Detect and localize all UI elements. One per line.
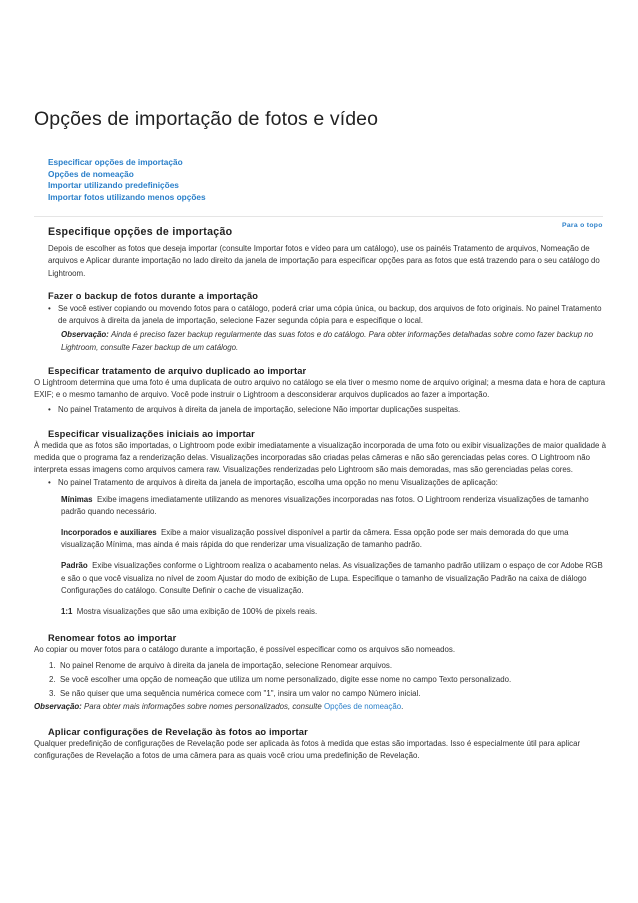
backup-list — [34, 303, 606, 327]
preview-option-embedded: Incorporados e auxiliares Exibe a maior visualização possível disponível a partir da câmera. Essa opção pode ser mais demorada do que uma visualização Mínima, mas ainda é mais rápida do que renderizar uma visualização de tamanho padrão. — [61, 528, 569, 550]
back-to-top-link[interactable]: Para o topo — [562, 222, 603, 229]
preview-option-minimal: Mínimas Exibe imagens imediatamente utilizando as menores visualizações incorporadas nas fotos. O Lightroom renderiza visualizações de tamanho padrão quando necessário. — [61, 494, 589, 516]
toc-link-import-options[interactable]: Especificar opções de importação — [48, 157, 183, 167]
list-item: • Se você estiver copiando ou movendo fotos para o catálogo, poderá criar uma cópia única, ou backup, dos arquivos de foto originais. No painel Tratamento de arquivos à direita da janela de importação, selecione Fazer segunda cópia para e especifique o local. — [34, 303, 606, 327]
list-item: 3. Se não quiser que uma sequência numérica comece com "1", insira um valor no campo Número inicial. — [49, 689, 421, 699]
rename-heading: Renomear fotos ao importar — [48, 633, 177, 644]
backup-note — [34, 329, 606, 353]
toc-link-naming-options[interactable]: Opções de nomeação — [48, 168, 134, 179]
rename-note: Observação: Para obter mais informações sobre nomes personalizados, consulte Opções de nomeação. — [34, 702, 404, 712]
page-title: Opções de importação de fotos e vídeo — [34, 108, 379, 130]
list-item: 1. No painel Renome de arquivo à direita da janela de importação, selecione Renomear arquivos. — [49, 660, 393, 670]
table-of-contents — [48, 157, 206, 203]
toc-link-fewer-options[interactable]: Importar fotos utilizando menos opções — [48, 191, 206, 202]
list-item: • No painel Tratamento de arquivos à direita da janela de importação, selecione Não importar duplicações suspeitas. — [34, 404, 606, 416]
note-label: Observação: — [61, 330, 109, 340]
toc-link-presets[interactable]: Importar utilizando predefinições — [48, 180, 179, 191]
intro-paragraph: Depois de escolher as fotos que deseja importar (consulte Importar fotos e vídeo para um catálogo), use os painéis Tratamento de arquivos, Nomeação de arquivos e Aplicar durante importação no lado direito da janela de importação para especificar opções para as fotos que está trazendo para o seu catálogo do Lightroom. — [48, 244, 600, 278]
section-divider — [34, 216, 603, 217]
preview-option-standard: Padrão Exibe visualizações conforme o Lightroom realiza o acabamento nelas. As visualizações de tamanho padrão utilizam o espaço de cor Adobe RGB e são o que você visualiza no nível de zoom Ajustar do modo de exibição de Lupa. Especifique o tamanho de visualização Padrão na caixa de diálogo Configurações do catálogo. Consulte Definir o cache de visualização. — [61, 561, 603, 595]
duplicate-paragraph: O Lightroom determina que uma foto é uma duplicata de outro arquivo no catálogo se ela tiver o mesmo nome de arquivo original; a mesma data e hora de captura EXIF; e o mesmo tamanho de arquivo. Você pode instruir o Lightroom a desconsiderar arquivos duplicados ao fazer a importação. — [34, 378, 606, 400]
develop-paragraph: Qualquer predefinição de configurações de Revelação pode ser aplicada às fotos à medida que estas são importadas. Isso é especialmente útil para aplicar configurações de Revelação a fotos de uma câmera para as quais você criou uma predefinição de Revelação. — [34, 738, 581, 760]
list-item: 2. Se você escolher uma opção de nomeação que utiliza um nome personalizado, digite esse nome no campo Texto personalizado. — [49, 674, 512, 684]
section-heading: Especifique opções de importação — [48, 226, 233, 238]
previews-paragraph: À medida que as fotos são importadas, o Lightroom pode exibir imediatamente a visualização incorporada de uma foto ou exibir visualizações de maior qualidade à medida que o programa faz a renderização delas. Visualizações incorporadas são criadas pelas câmeras e não são gerenciadas pelas cores. O Lightroom não interpreta essas imagens como arquivos camera raw. Visualizações renderizadas pelo Lightroom são mais demoradas, mas são gerenciadas pelas cores. — [34, 440, 606, 475]
list-item: • No painel Tratamento de arquivos à direita da janela de importação, escolha uma opção no menu Visualizações de aplicação: — [34, 477, 606, 489]
note-text: Ainda é preciso fazer backup regularmente das suas fotos e do catálogo. Para obter informações detalhadas sobre como fazer backup no Lightroom, consulte Fazer backup de um catálogo. — [61, 330, 594, 352]
rename-steps — [34, 660, 606, 701]
develop-heading: Aplicar configurações de Revelação às fotos ao importar — [48, 726, 308, 737]
duplicate-heading: Especificar tratamento de arquivo duplicado ao importar — [48, 365, 307, 376]
article-body — [34, 226, 606, 762]
preview-option-1to1: 1:1 Mostra visualizações que são uma exibição de 100% de pixels reais. — [61, 607, 318, 617]
naming-options-link[interactable]: Opções de nomeação — [323, 702, 402, 712]
rename-paragraph: Ao copiar ou mover fotos para o catálogo durante a importação, é possível especificar como os arquivos são nomeados. — [34, 645, 456, 655]
previews-list — [34, 477, 606, 489]
backup-heading: Fazer o backup de fotos durante a importação — [48, 290, 259, 301]
duplicate-list — [34, 404, 606, 416]
previews-heading: Especificar visualizações iniciais ao importar — [48, 428, 255, 439]
